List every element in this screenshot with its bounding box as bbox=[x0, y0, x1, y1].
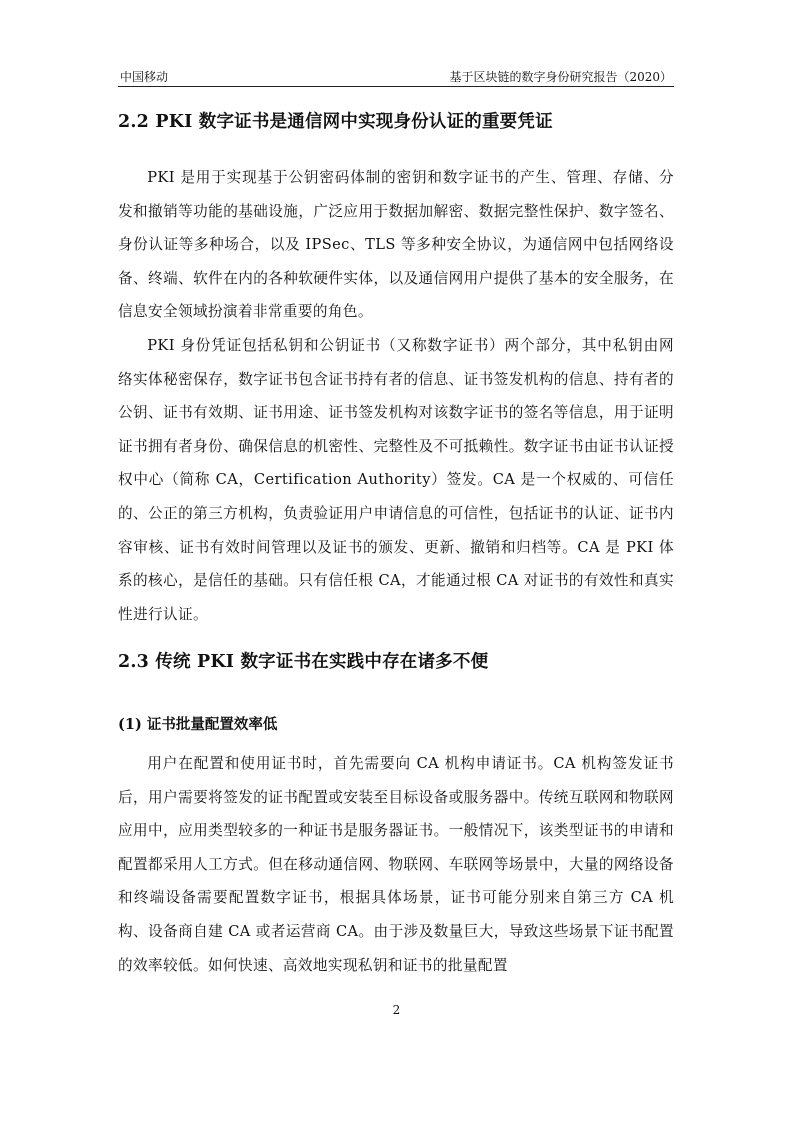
paragraph: PKI 是用于实现基于公钥密码体制的密钥和数字证书的产生、管理、存储、分发和撤销等功能的基础设施，广泛应用于数据加解密、数据完整性保护、数字签名、身份认证等多种场合，以及 IPSec、TLS 等多种安全协议，为通信网中包括网络设备、终端、软件在内的各种软硬件实体，以及通信网用户提供了基本的安全服务，在信息安全领域扮演着非常重要的角色。 bbox=[118, 169, 674, 321]
header-report-title: 基于区块链的数字身份研究报告（2020） bbox=[449, 70, 672, 84]
header-org: 中国移动 bbox=[120, 70, 169, 84]
page-header bbox=[118, 58, 674, 87]
subsection-heading: (1) 证书批量配置效率低 bbox=[118, 716, 278, 733]
paragraph: PKI 身份凭证包括私钥和公钥证书（又称数字证书）两个部分，其中私钥由网络实体秘密保存，数字证书包含证书持有者的信息、证书签发机构的信息、持有者的公钥、证书有效期、证书用途、证书签发机构对该数字证书的签名等信息，用于证明证书拥有者身份、确保信息的机密性、完整性及不可抵赖性。数字证书由证书认证授权中心（简称 CA，Certification Authority）签发。CA 是一个权威的、可信任的、公正的第三方机构，负责验证用户申请信息的可信性，包括证书的认证、证书内容审核、证书有效时间管理以及证书的颁发、更新、撤销和归档等。CA 是 PKI 体系的核心，是信任的基础。只有信任根 CA，才能通过根 CA 对证书的有效性和真实性进行认证。 bbox=[118, 337, 674, 623]
paragraph: 用户在配置和使用证书时，首先需要向 CA 机构申请证书。CA 机构签发证书后，用户需要将签发的证书配置或安装至目标设备或服务器中。传统互联网和物联网应用中，应用类型较多的一种证书是服务器证书。一般情况下，该类型证书的申请和配置都采用人工方式。但在移动通信网、物联网、车联网等场景中，大量的网络设备和终端设备需要配置数字证书，根据具体场景，证书可能分别来自第三方 CA 机构、设备商自建 CA 或者运营商 CA。由于涉及数量巨大，导致这些场景下证书配置的效率较低。如何快速、高效地实现私钥和证书的批量配置 bbox=[118, 755, 674, 974]
page-number: 2 bbox=[392, 1003, 401, 1017]
section-heading-2-3: 2.3 传统 PKI 数字证书在实践中存在诸多不便 bbox=[118, 652, 489, 672]
section-heading-2-2: 2.2 PKI 数字证书是通信网中实现身份认证的重要凭证 bbox=[118, 112, 553, 132]
